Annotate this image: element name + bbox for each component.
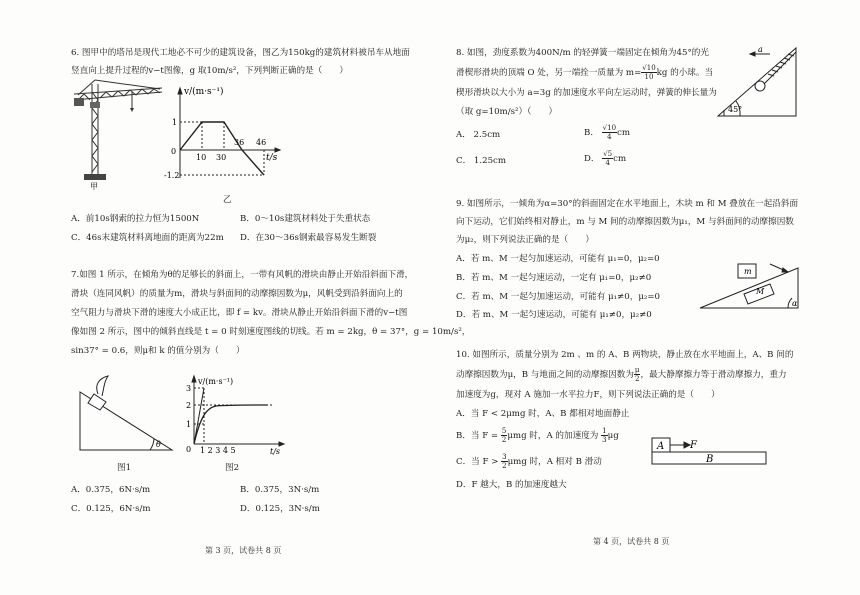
q7-graph-xlabel: t/s (270, 447, 281, 456)
q10-option-c-post: μmg 时，A 相对 B 滑动 (507, 457, 602, 467)
q8-option-d-fraction (602, 150, 613, 167)
q6-vt-graph (164, 82, 288, 182)
q8-option-b[interactable] (584, 124, 630, 141)
q8-option-d[interactable] (584, 150, 626, 167)
q6-graph-tick-x30: 30 (216, 153, 227, 162)
q7-stem-line4: 像如图 2 所示，图中的倾斜直线是 t = 0 时刻速度图线的切线。若 m = 2kg，θ = 37°，g = 10m/s²， (71, 327, 471, 337)
q7-theta-label: θ (156, 440, 161, 449)
q7-stem-line1: 7.如图 1 所示，在倾角为θ的足够长的斜面上，一带有风帆的滑块由静止开始沿斜面下滑， (71, 270, 414, 280)
q8-stem-line2-post: kg 的小球。当 (656, 68, 714, 78)
q10-option-a[interactable]: A．当 F < 2μmg 时，A、B 都相对地面静止 (456, 409, 630, 419)
q6-graph-tick-x10: 10 (196, 153, 207, 162)
q10-stem-line2-post: ，最大静摩擦力等于滑动摩擦力，重力 (640, 370, 787, 380)
q10-option-b[interactable] (456, 427, 619, 444)
q8-option-b-fraction (602, 124, 617, 141)
q8-stem-line4: （取 g=10m/s²）（ ） (456, 107, 558, 117)
q7-graph-tick-y2: 2 (186, 401, 192, 410)
q7-stem-line2: 滑块（连同风帆）的质量为m，滑块与斜面间的动摩擦因数为μ，风帆受到沿斜面向上的 (71, 289, 403, 299)
q8-option-b-den: 4 (607, 133, 612, 141)
q8-option-b-pre: B． (584, 128, 599, 138)
q6-graph-tick-x46: 46 (256, 138, 267, 147)
q10-stem-line1: 10. 如图所示，质量分别为 2m 、m 的 A、B 两物块，静止放在水平地面上，A、B 间的 (456, 350, 794, 360)
q8-mass-num: √10 (642, 64, 656, 72)
q10-option-b-post: μg (607, 431, 619, 441)
q6-option-d[interactable]: D．在30～36s钢索最容易发生断裂 (240, 233, 377, 243)
q8-option-a[interactable]: A． 2.5cm (456, 130, 501, 140)
page-4 (430, 0, 860, 595)
q7-graph-xticks: 1 2 3 4 5 (200, 446, 236, 455)
q6-option-a[interactable]: A．前10s钢索的拉力恒为1500N (71, 214, 200, 224)
q10-option-c-pre: C．当 F > (456, 457, 499, 467)
q10-option-b-num1: 5 (501, 427, 507, 435)
q9-option-c[interactable]: C．若 m、M 一起匀加速运动，可能有 μ₁≠0，μ₂=0 (456, 292, 661, 302)
q6-graph-xlabel: t/s (266, 153, 278, 163)
q6-fig-jia-label: 甲 (90, 182, 98, 191)
q7-vt-graph (182, 374, 292, 456)
q7-fig1-label: 图1 (117, 463, 132, 473)
q8-angle-label: 45° (728, 105, 743, 114)
q7-option-b[interactable]: B．0.375，3N·s/m (240, 485, 320, 495)
q10-option-b-mid: μmg 时，A 的加速度为 (507, 431, 599, 441)
q8-option-c[interactable]: C． 1.25cm (456, 156, 506, 166)
q6-fig-yi-label: 乙 (223, 195, 232, 205)
q7-stem-line3: 空气阻力与滑块下滑的速度大小成正比，即 f = kv。滑块从静止开始沿斜面下滑的v−t图 (71, 308, 408, 318)
q7-incline-figure (76, 372, 176, 454)
q10-option-c-den: 2 (502, 462, 507, 470)
q9-label-M: M (756, 287, 765, 296)
q10-option-b-den1: 2 (501, 436, 507, 444)
q10-option-d[interactable]: D．F 越大，B 的加速度越大 (456, 480, 567, 490)
q8-mass-den: 10 (644, 73, 654, 81)
q6-option-c[interactable]: C．46s末建筑材料离地面的距离为22m (71, 233, 224, 243)
q8-stem-line1: 8. 如图，劲度系数为400N/m 的轻弹簧一端固定在倾角为45°的光 (456, 48, 709, 58)
q9-option-d[interactable]: D．若 m、M 一起匀速运动，可能有 μ₁≠0，μ₂≠0 (456, 310, 652, 320)
q6-graph-tick-yneg: -1.2 (164, 171, 180, 180)
q7-graph-ylabel: v/(m·s⁻¹) (198, 377, 234, 386)
q8-option-d-pre: D． (584, 154, 600, 164)
q9-stem-line2: 向下运动，它们始终相对静止，m 与 M 间的动摩擦因数为μ₁，M 与斜面间的动摩擦因数 (456, 217, 794, 227)
q9-stem-line1: 9. 如图所示，一倾角为α=30°的斜面固定在水平地面上，木块 m 和 M 叠放在一起沿斜面 (456, 199, 799, 209)
q10-option-c-num: 3 (502, 453, 507, 461)
q10-option-c[interactable] (456, 453, 602, 470)
q8-accel-label: a (758, 45, 763, 54)
q8-option-d-unit: cm (613, 154, 627, 164)
q10-stem-line2 (456, 366, 787, 383)
q8-stem-line3: 楔形滑块以大小为 a=3g 的加速度水平向左运动时，弹簧的伸长量为 (456, 88, 717, 98)
q10-option-b-pre: B．当 F = (456, 431, 499, 441)
q10-stem-line3: 加速度为g，现对 A 施加一水平拉力F，则下列说法正确的是（ ） (456, 390, 720, 400)
q8-stem-line2 (456, 64, 713, 81)
q10-label-a: A (657, 441, 665, 452)
q7-fig2-label: 图2 (225, 463, 240, 473)
q9-option-b[interactable]: B．若 m、M 一起匀速运动，一定有 μ₁=0，μ₂≠0 (456, 273, 652, 283)
q6-crane-figure (70, 78, 170, 190)
q6-graph-tick-x36: 36 (234, 138, 245, 147)
page-footer-right: 第 4 页，试卷共 8 页 (593, 537, 670, 546)
q7-stem-line5: sin37° = 0.6，则μ和 k 的值分别为（ ） (71, 346, 245, 356)
q10-blocks-figure (648, 432, 778, 466)
q9-label-alpha: α (792, 299, 798, 308)
q8-wedge-figure (710, 44, 806, 122)
q8-stem-line2-pre: 滑楔形滑块的顶端 O 处，另一端拴一质量为 m= (456, 68, 642, 78)
q6-graph-tick-y1: 1 (172, 118, 178, 127)
q6-stem-line1: 6. 图甲中的塔吊是现代工地必不可少的建筑设备，图乙为150kg的建筑材料被吊车从地面 (71, 48, 410, 58)
q8-option-d-den: 4 (605, 159, 610, 167)
q6-graph-origin: 0 (171, 147, 177, 156)
q7-option-d[interactable]: D．0.125，3N·s/m (240, 504, 320, 514)
q10-option-b-den2: 3 (602, 436, 607, 444)
q10-label-b: B (706, 454, 714, 465)
q7-option-c[interactable]: C．0.125，6N·s/m (71, 504, 151, 514)
q10-label-f: F (690, 440, 697, 451)
q7-graph-tick-y3: 3 (186, 384, 192, 393)
q6-graph-ylabel: v/(m·s⁻¹) (184, 87, 224, 97)
q6-option-b[interactable]: B．0～10s建筑材料处于失重状态 (240, 214, 371, 224)
q7-option-a[interactable]: A．0.375，6N·s/m (71, 485, 151, 495)
q10-mu-half-num: μ (634, 366, 640, 374)
q8-option-b-num: √10 (602, 124, 617, 132)
q8-option-d-num: √5 (603, 150, 613, 158)
q9-stem-line3: 为μ₂，则下列说法正确的是（ ） (456, 235, 594, 245)
q10-mu-half-den: 2 (634, 375, 640, 383)
q6-stem-line2: 竖直向上提升过程的v−t图像，g 取10m/s²，下列判断正确的是（ ） (71, 66, 349, 76)
q9-incline-figure (700, 254, 810, 314)
q8-option-b-unit: cm (617, 128, 630, 138)
q9-option-a[interactable]: A．若 m、M 一起匀加速运动，可能有 μ₁=0，μ₂=0 (456, 254, 660, 264)
q9-label-m: m (744, 267, 752, 276)
q7-graph-tick-y1: 1 (186, 420, 192, 429)
q8-mass-fraction (641, 64, 656, 81)
page-footer-left: 第 3 页，试卷共 8 页 (205, 546, 282, 555)
q10-stem-line2-pre: 动摩擦因数为μ，B 与地面之间的动摩擦因数为 (456, 370, 634, 380)
q10-option-b-num2: 1 (602, 427, 607, 435)
q7-graph-origin: 0 (186, 445, 192, 454)
